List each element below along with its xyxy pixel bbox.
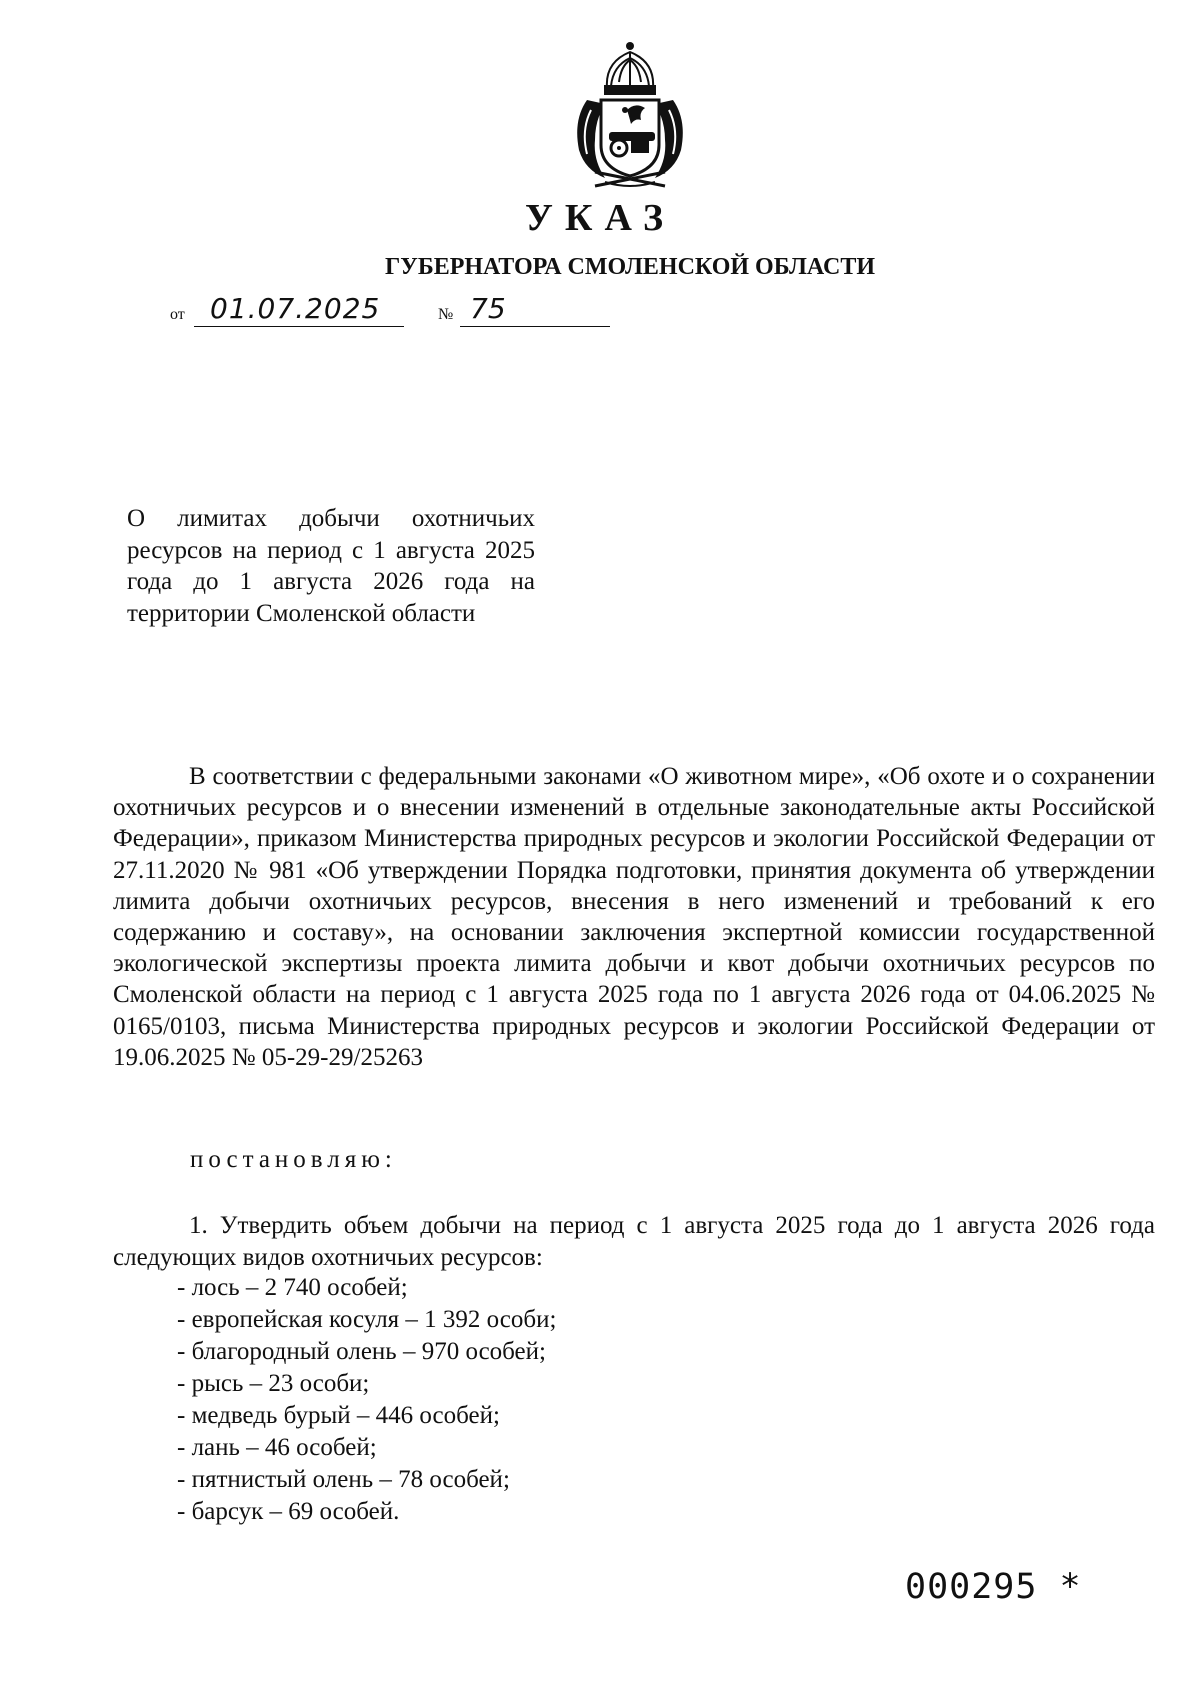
document-title: УКАЗ (525, 197, 675, 239)
item-1-paragraph: 1. Утвердить объем добычи на период с 1 августа 2025 года до 1 августа 2026 года следующих видов охотничьих ресурсов: (113, 1212, 1155, 1271)
list-item: - лань – 46 особей; (177, 1434, 377, 1461)
resolve-heading: постановляю: (190, 1146, 397, 1173)
issuer-subtitle: ГУБЕРНАТОРА СМОЛЕНСКОЙ ОБЛАСТИ (384, 254, 876, 280)
list-item: - барсук – 69 особей. (177, 1498, 400, 1525)
serial-number: 000295 * (905, 1567, 1082, 1607)
number-underline (460, 326, 610, 327)
list-item: - европейская косуля – 1 392 особи; (177, 1306, 557, 1333)
list-item: - медведь бурый – 446 особей; (177, 1402, 500, 1429)
document-date: 01.07.2025 (210, 292, 381, 325)
date-underline (194, 326, 404, 327)
number-prefix: № (438, 306, 454, 323)
document-number: 75 (470, 292, 506, 325)
list-item: - благородный олень – 970 особей; (177, 1338, 546, 1365)
list-item: - лось – 2 740 особей; (177, 1274, 408, 1301)
species-list (177, 1272, 556, 1528)
list-item: - рысь – 23 особи; (177, 1370, 370, 1397)
list-item: - пятнистый олень – 78 особей; (177, 1466, 510, 1493)
date-prefix: от (170, 306, 185, 323)
preamble-paragraph: В соответствии с федеральными законами «О животном мире», «Об охоте и о сохранении охотничьих ресурсов и о внесении изменений в отдельные законодательные акты Российской Федерации», приказом Министерства природных ресурсов и экологии Российской Федерации от 27.11.2020 № 981 «Об утверждении Порядка подготовки, принятия документа об утверждении лимита добычи охотничьих ресурсов, внесения в него изменений и требований к его содержанию и составу», на основании заключения экспертной комиссии государственной экологической экспертизы проекта лимита добычи и квот добычи охотничьих ресурсов по Смоленской области на период с 1 августа 2025 года по 1 августа 2026 года от 04.06.2025 № 0165/0103, письма Министерства природных ресурсов и экологии Российской Федерации от 19.06.2025 № 05-29-29/25263 (113, 763, 1155, 1071)
document-subject: О лимитах добычи охотничьих ресурсов на период с 1 августа 2025 года до 1 августа 2026 года на территории Смоленской области (127, 505, 535, 627)
coat-of-arms-icon (565, 40, 695, 190)
date-number-line (170, 292, 610, 330)
